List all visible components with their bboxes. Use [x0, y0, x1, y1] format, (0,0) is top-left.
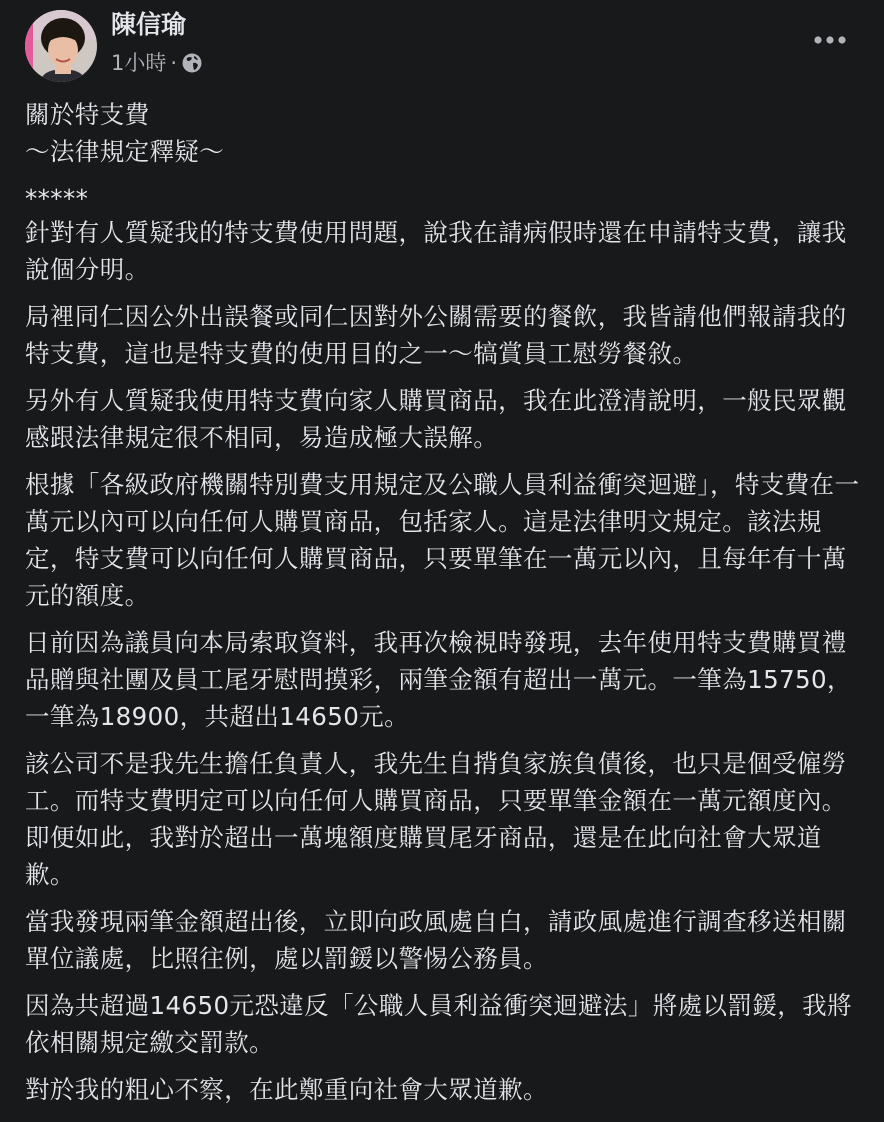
- paragraph-9: 對於我的粗心不察，在此鄭重向社會大眾道歉。: [25, 1075, 548, 1104]
- post-body: [25, 96, 864, 1108]
- paragraph-1: 針對有人質疑我的特支費使用問題，說我在請病假時還在申請特支費，讓我說個分明。: [25, 218, 847, 284]
- paragraph-8: 因為共超過14650元恐違反「公職人員利益衝突迴避法」將處以罰鍰，我將依相關規定繳交罰款。: [25, 991, 852, 1057]
- paragraph-4: 根據「各級政府機關特別費支用規定及公職人員利益衝突迴避」，特支費在一萬元以內可以向任何人購買商品，包括家人。這是法律明文規定。該法規定，特支費可以向任何人購買商品，只要單筆在一萬元以內，且每年有十萬元的額度。: [25, 470, 860, 610]
- more-options-button[interactable]: [808, 22, 852, 58]
- paragraph-5: 日前因為議員向本局索取資料，我再次檢視時發現，去年使用特支費購買禮品贈與社團及員工尾牙慰問摸彩，兩筆金額有超出一萬元。一筆為15750，一筆為18900，共超出14650元。: [25, 628, 852, 731]
- author-name[interactable]: 陳信瑜: [111, 10, 187, 39]
- meta-separator: ·: [170, 51, 178, 75]
- avatar-photo-icon: [25, 10, 97, 82]
- globe-icon[interactable]: [181, 52, 203, 74]
- paragraph-2: 局裡同仁因公外出誤餐或同仁因對外公關需要的餐飲，我皆請他們報請我的特支費，這也是特支費的使用目的之一～犒賞員工慰勞餐敘。: [25, 302, 847, 368]
- post-header: [25, 0, 864, 96]
- post-timestamp[interactable]: 1小時: [111, 51, 167, 75]
- title-line: 關於特支費: [25, 100, 150, 129]
- more-horizontal-icon: [813, 35, 847, 45]
- paragraph-6: 該公司不是我先生擔任負責人，我先生自揹負家族負債後，也只是個受僱勞工。而特支費明定可以向任何人購買商品，只要單筆金額在一萬元額度內。即便如此，我對於超出一萬塊額度購買尾牙商品，還是在此向社會大眾道歉。: [25, 749, 847, 889]
- paragraph-3: 另外有人質疑我使用特支費向家人購買商品，我在此澄清說明，一般民眾觀感跟法律規定很不相同，易造成極大誤解。: [25, 386, 847, 452]
- author-avatar[interactable]: [25, 10, 97, 82]
- divider-stars: *****: [25, 184, 89, 213]
- post-title: [25, 96, 864, 170]
- subtitle-line: ～法律規定釋疑～: [25, 137, 225, 166]
- paragraph-7: 當我發現兩筆金額超出後，立即向政風處自白，請政風處進行調查移送相關單位議處，比照往例，處以罰鍰以警惕公務員。: [25, 907, 847, 973]
- post-meta: [111, 48, 203, 78]
